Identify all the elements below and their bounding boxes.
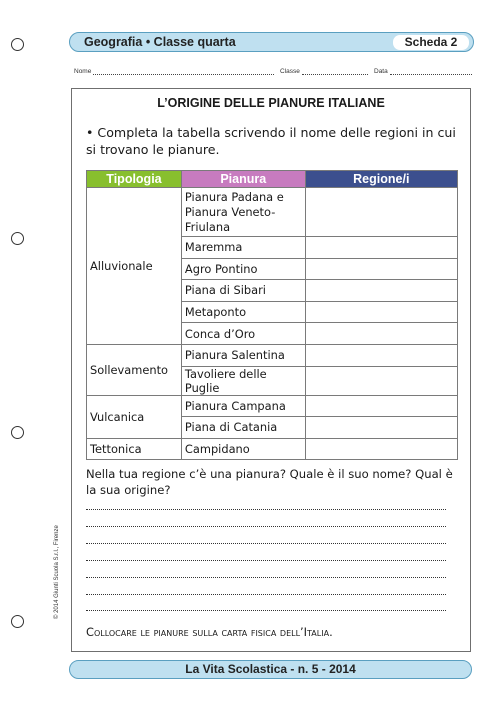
binder-hole-lower: [11, 426, 24, 439]
regione-answer-cell[interactable]: [305, 438, 457, 460]
pianura-cell: Piana di Catania: [181, 417, 305, 439]
pianura-cell: Pianura Salentina: [181, 344, 305, 366]
header-bar: [69, 32, 474, 52]
class-line: [302, 68, 368, 75]
header-tipologia: Tipologia: [87, 171, 182, 188]
pianura-cell: Pianura Campana: [181, 395, 305, 417]
writing-line[interactable]: [86, 509, 446, 510]
regione-answer-cell[interactable]: [305, 188, 457, 237]
writing-line[interactable]: [86, 577, 446, 578]
plains-table: [86, 170, 458, 460]
regione-answer-cell[interactable]: [305, 280, 457, 302]
date-field[interactable]: [374, 68, 472, 75]
pianura-cell: Tavoliere delle Puglie: [181, 366, 305, 395]
name-field[interactable]: [74, 68, 274, 75]
tipologia-cell: Vulcanica: [87, 395, 182, 438]
pianura-cell: Campidano: [181, 438, 305, 460]
worksheet-title: L’ORIGINE DELLE PIANURE ITALIANE: [157, 96, 385, 110]
question-text: Nella tua regione c’è una pianura? Quale è il suo nome? Qual è la sua origine?: [86, 467, 453, 497]
copyright-note: © 2014 Giunti Scuola S.r.l., Firenze: [54, 525, 60, 619]
name-label: Nome: [74, 68, 92, 75]
regione-answer-cell[interactable]: [305, 395, 457, 417]
writing-line[interactable]: [86, 543, 446, 544]
table-header-row: [87, 171, 458, 188]
writing-line[interactable]: [86, 526, 446, 527]
date-line: [390, 68, 472, 75]
table-row: [87, 188, 458, 237]
pianura-cell: Conca d’Oro: [181, 323, 305, 345]
class-field[interactable]: [280, 68, 368, 75]
table-row: [87, 344, 458, 366]
writing-line[interactable]: [86, 610, 446, 611]
pianura-cell: Metaponto: [181, 301, 305, 323]
tipologia-cell: Sollevamento: [87, 344, 182, 395]
regione-answer-cell[interactable]: [305, 237, 457, 259]
footer-bar: La Vita Scolastica - n. 5 - 2014: [69, 660, 472, 679]
writing-line[interactable]: [86, 560, 446, 561]
writing-line[interactable]: [86, 594, 446, 595]
binder-hole-bottom: [11, 615, 24, 628]
regione-answer-cell[interactable]: [305, 366, 457, 395]
pianura-cell: Pianura Padana e Pianura Veneto-Friulana: [181, 188, 305, 237]
class-label: Classe: [280, 68, 300, 75]
binder-hole-upper: [11, 232, 24, 245]
name-line: [93, 68, 274, 75]
table-row: [87, 395, 458, 417]
header-regione: Regione/i: [305, 171, 457, 188]
subject-label: Geografia • Classe quarta: [84, 35, 236, 49]
instruction-text: • Completa la tabella scrivendo il nome delle regioni in cui si trovano le pianure.: [86, 125, 456, 157]
date-label: Data: [374, 68, 388, 75]
student-fields: [74, 68, 474, 80]
regione-answer-cell[interactable]: [305, 344, 457, 366]
pianura-cell: Maremma: [181, 237, 305, 259]
regione-answer-cell[interactable]: [305, 301, 457, 323]
binder-hole-top: [11, 38, 24, 51]
header-pianura: Pianura: [181, 171, 305, 188]
regione-answer-cell[interactable]: [305, 323, 457, 345]
table-row: [87, 438, 458, 460]
regione-answer-cell[interactable]: [305, 258, 457, 280]
sheet-tab: Scheda 2: [393, 35, 469, 50]
pianura-cell: Piana di Sibari: [181, 280, 305, 302]
pianura-cell: Agro Pontino: [181, 258, 305, 280]
regione-answer-cell[interactable]: [305, 417, 457, 439]
tipologia-cell: Alluvionale: [87, 188, 182, 345]
task-text: Collocare le pianure sulla carta fisica dell’Italia.: [86, 625, 333, 639]
tipologia-cell: Tettonica: [87, 438, 182, 460]
